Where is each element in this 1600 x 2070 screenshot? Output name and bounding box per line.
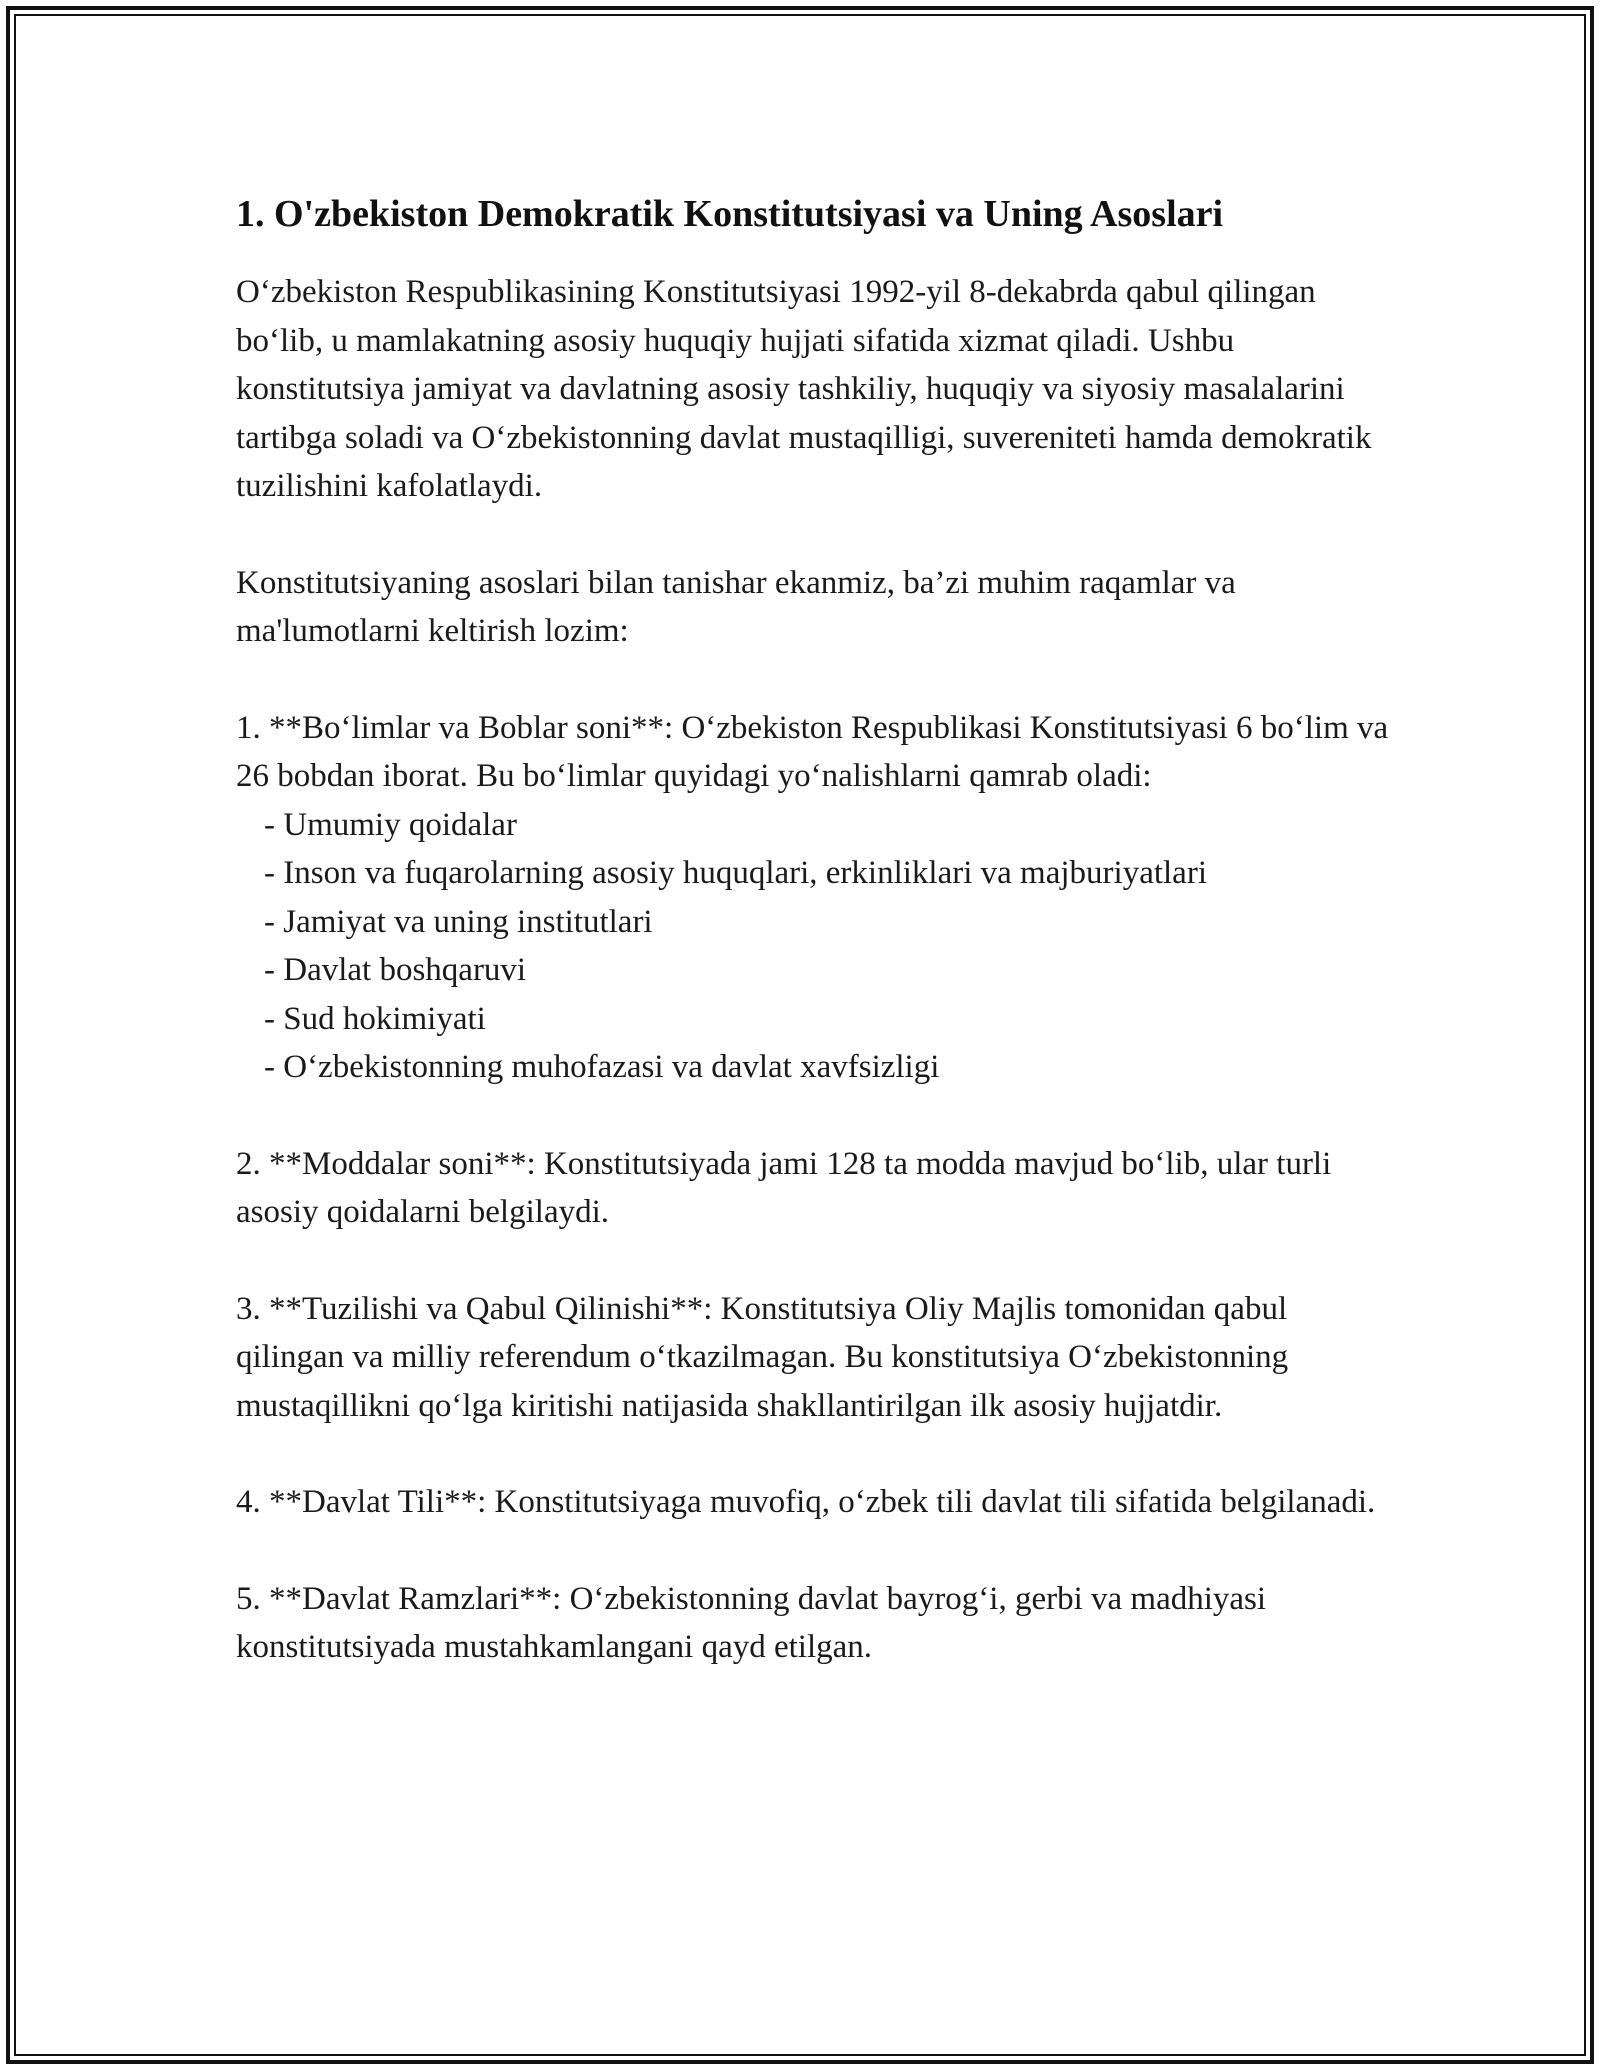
- point-5-paragraph: 5. **Davlat Ramzlari**: O‘zbekistonning davlat bayrog‘i, gerbi va madhiyasi konstitutsiyada mustahkamlangani qayd etilgan.: [236, 1580, 1267, 1665]
- list-item: - O‘zbekistonning muhofazasi va davlat xavfsizligi: [264, 1049, 940, 1085]
- point-2-paragraph: 2. **Moddalar soni**: Konstitutsiyada jami 128 ta modda mavjud bo‘lib, ular turli asosiy qoidalarni belgilaydi.: [236, 1145, 1332, 1230]
- point-3-paragraph: 3. **Tuzilishi va Qabul Qilinishi**: Konstitutsiya Oliy Majlis tomonidan qabul qilingan va milliy referendum o‘tkazilmagan. Bu konstitutsiya O‘zbekistonning mustaqillikni qo‘lga kiritishi natijasida shakllantirilgan ilk asosiy hujjatdir.: [236, 1290, 1289, 1424]
- intro-paragraph: O‘zbekiston Respublikasining Konstitutsiyasi 1992-yil 8-dekabrda qabul qilingan bo‘lib, u mamlakatning asosiy huquqiy hujjati sifatida xizmat qiladi. Ushbu konstitutsiya jamiyat va davlatning asosiy tashkiliy, huquqiy va siyosiy masalalarini tartibga soladi va O‘zbekistonning davlat mustaqilligi, suvereniteti hamda demokratik tuzilishini kafolatlaydi.: [236, 274, 1372, 504]
- document-title: 1. O'zbekiston Demokratik Konstitutsiyasi va Uning Asoslari: [236, 193, 1224, 235]
- list-item: - Davlat boshqaruvi: [264, 952, 527, 988]
- point-4-paragraph: 4. **Davlat Tili**: Konstitutsiyaga muvofiq, o‘zbek tili davlat tili sifatida belgilanadi.: [236, 1484, 1376, 1520]
- lead-paragraph: Konstitutsiyaning asoslari bilan tanishar ekanmiz, ba’zi muhim raqamlar va ma'lumotlarni keltirish lozim:: [236, 564, 1236, 649]
- point-1-block: [236, 704, 1396, 1092]
- list-item: - Sud hokimiyati: [264, 1000, 486, 1037]
- point-1-text: 1. **Bo‘limlar va Boblar soni**: O‘zbekiston Respublikasi Konstitutsiyasi 6 bo‘lim va 26 bobdan iborat. Bu bo‘limlar quyidagi yo‘nalishlarni qamrab oladi:: [236, 709, 1389, 794]
- document-body: [236, 186, 1396, 1672]
- list-item: - Jamiyat va uning institutlari: [264, 903, 653, 940]
- sections-list: [236, 801, 1396, 1092]
- list-item: - Inson va fuqarolarning asosiy huquqlari, erkinliklari va majburiyatlari: [264, 855, 1207, 891]
- list-item: - Umumiy qoidalar: [264, 806, 517, 843]
